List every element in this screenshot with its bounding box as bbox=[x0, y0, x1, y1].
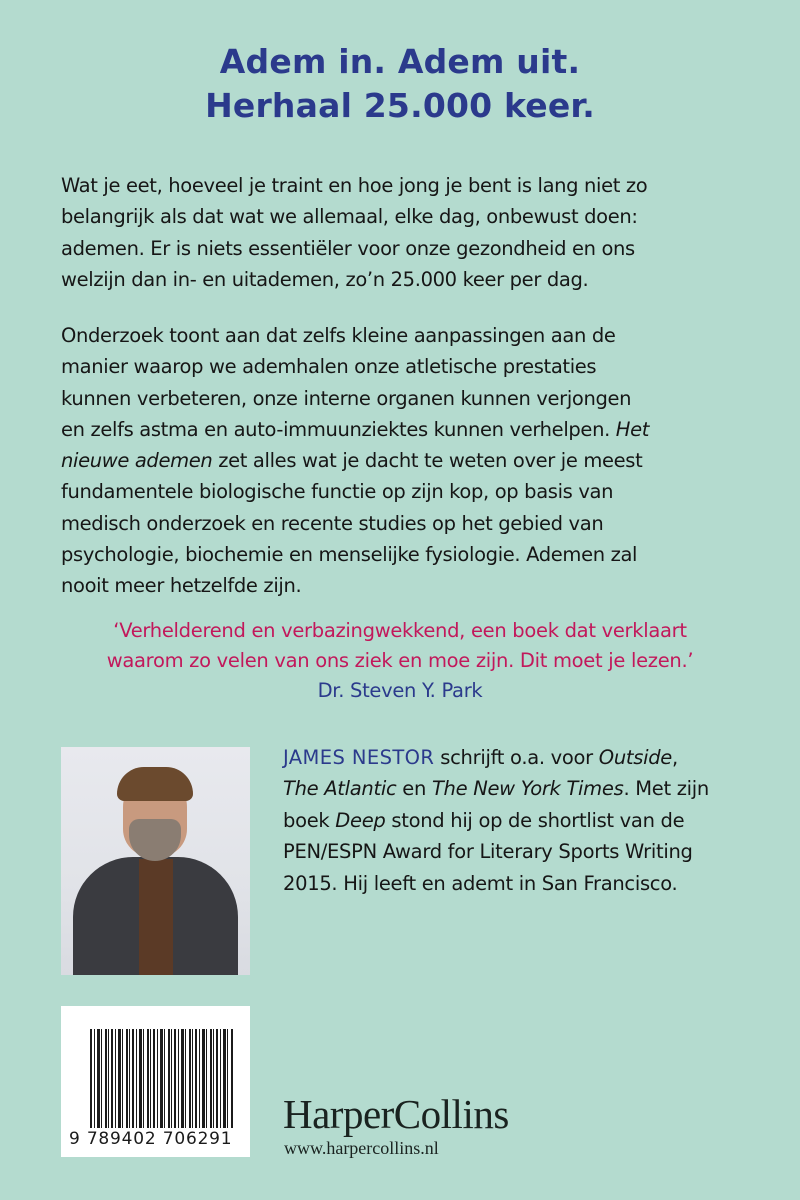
text-line: fundamentele biologische functie op zijn kop, op basis van bbox=[61, 480, 614, 504]
text-span: , bbox=[672, 746, 678, 769]
text-line bbox=[61, 414, 751, 445]
text-line: manier waarop we ademhalen onze atletische prestaties bbox=[61, 355, 597, 379]
photo-beard-shape bbox=[129, 819, 181, 861]
publisher-url: www.harpercollins.nl bbox=[284, 1138, 439, 1158]
author-name: JAMES NESTOR bbox=[283, 746, 435, 769]
book-title-italic: nieuwe ademen bbox=[61, 449, 213, 473]
isbn-barcode bbox=[61, 1006, 250, 1157]
text-line bbox=[283, 805, 753, 836]
publisher-logo: HarperCollins bbox=[283, 1091, 509, 1137]
text-line: nooit meer hetzelfde zijn. bbox=[61, 574, 302, 598]
review-quote bbox=[0, 616, 800, 706]
text-line: medisch onderzoek en recente studies op het gebied van bbox=[61, 511, 604, 535]
text-span: zet alles wat je dacht te weten over je meest bbox=[212, 449, 643, 473]
quote-attribution: Dr. Steven Y. Park bbox=[317, 679, 483, 702]
text-span: . Met zijn bbox=[623, 777, 709, 801]
text-line: kunnen verbeteren, onze interne organen kunnen verjongen bbox=[61, 386, 632, 410]
headline bbox=[0, 40, 800, 128]
headline-line-1: Adem in. Adem uit. bbox=[219, 42, 581, 81]
text-line: ademen. Er is niets essentiëler voor onze gezondheid en ons bbox=[61, 236, 635, 260]
barcode-bars-icon bbox=[90, 1029, 233, 1137]
photo-shirt-shape bbox=[139, 859, 173, 975]
text-span: stond hij op de shortlist van de bbox=[385, 808, 685, 832]
text-span: en zelfs astma en auto-immuunziektes kunnen verhelpen. bbox=[61, 417, 616, 441]
book-title-italic: Het bbox=[615, 417, 650, 441]
text-line: PEN/ESPN Award for Literary Sports Writing bbox=[283, 840, 693, 864]
publication-italic: The New York Times bbox=[431, 777, 624, 801]
author-photo bbox=[61, 747, 250, 975]
author-bio bbox=[283, 742, 753, 899]
text-span: en bbox=[396, 777, 432, 801]
text-line bbox=[61, 445, 751, 476]
text-line bbox=[283, 773, 753, 804]
quote-line: ‘Verhelderend en verbazingwekkend, een boek dat verklaart bbox=[113, 619, 687, 642]
text-line: welzijn dan in- en uitademen, zo’n 25.000 keer per dag. bbox=[61, 267, 589, 291]
publication-italic: The Atlantic bbox=[283, 777, 397, 801]
book-title-italic: Deep bbox=[335, 808, 386, 832]
isbn-number: 9 789402 706291 bbox=[69, 1128, 249, 1150]
text-line bbox=[283, 742, 753, 773]
blurb-paragraph-1 bbox=[61, 170, 751, 295]
headline-line-2: Herhaal 25.000 keer. bbox=[205, 86, 595, 125]
text-line: Wat je eet, hoeveel je traint en hoe jong je bent is lang niet zo bbox=[61, 174, 648, 197]
text-line: belangrijk als dat wat we allemaal, elke dag, onbewust doen: bbox=[61, 205, 638, 229]
text-span: schrijft o.a. voor bbox=[434, 746, 599, 769]
text-line: Onderzoek toont aan dat zelfs kleine aanpassingen aan de bbox=[61, 324, 616, 347]
blurb-paragraph-2 bbox=[61, 320, 751, 602]
photo-hair-shape bbox=[117, 767, 193, 801]
quote-line: waarom zo velen van ons ziek en moe zijn. Dit moet je lezen.’ bbox=[106, 649, 694, 672]
text-span: boek bbox=[283, 808, 336, 832]
text-line: psychologie, biochemie en menselijke fysiologie. Ademen zal bbox=[61, 543, 638, 567]
publication-italic: Outside bbox=[598, 746, 672, 769]
text-line: 2015. Hij leeft en ademt in San Francisco. bbox=[283, 871, 678, 895]
